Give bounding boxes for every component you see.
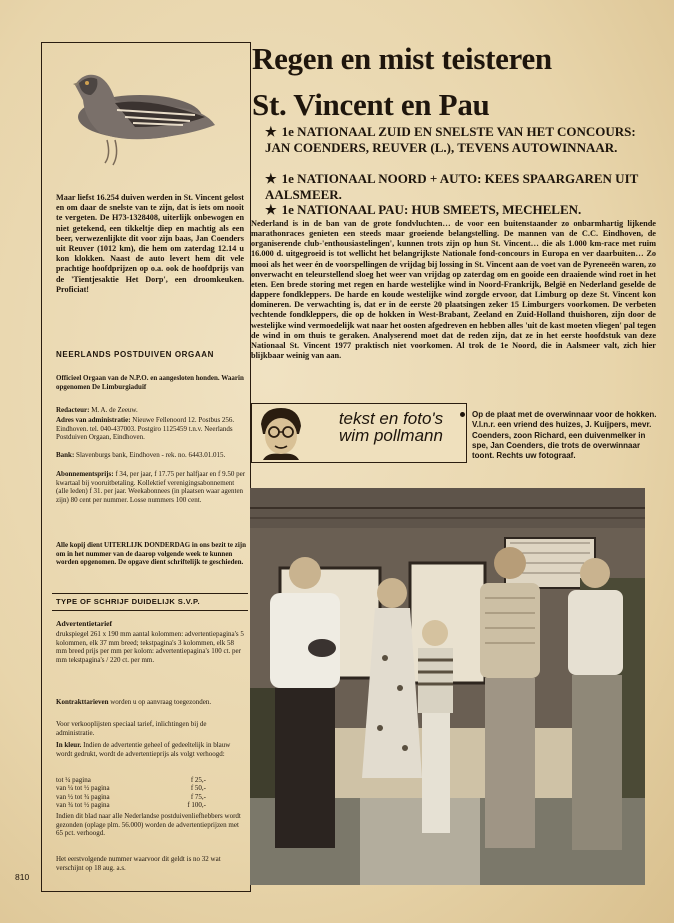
editor-value: M. A. de Zeeuw. [89, 406, 138, 414]
subheading-3: ★ 1e NATIONAAL PAU: HUB SMEETS, MECHELEN. [265, 202, 582, 217]
subscription-value: f 34, per jaar, f 17.75 per halfjaar en f 9.50 per kwartaal bij vooruitbetaling. Kollektief verenigingsabonnement (alle leden) f 31. per jaar. Weekabonnees (in plaatsen waar agenten zijn) 80 cent per nummer. Losse nummers 100 cent. [56, 470, 246, 504]
subscription-text [56, 470, 246, 504]
bank-text [56, 451, 246, 460]
type-notice: TYPE OF SCHRIJF DUIDELIJK S.V.P. [56, 597, 201, 606]
star-icon: ★ [265, 124, 277, 139]
table-row: tot ¼ pagina f 25,- [56, 776, 206, 784]
editor-label: Redacteur: [56, 406, 90, 414]
headline-line-1: Regen en mist teisteren [252, 41, 552, 76]
contract-value: worden u op aanvraag toegezonden. [108, 698, 212, 706]
photographer-portrait [253, 404, 309, 460]
advert-heading: Advertentietarief [56, 619, 113, 628]
headline-line-2: St. Vincent en Pau [252, 87, 490, 122]
page-number: 810 [15, 872, 30, 882]
bullet-icon [460, 412, 465, 417]
divider-top [52, 593, 248, 594]
article-body: Nederland is in de ban van de grote fondvluchten… de voor een buitenstaander zo onbarmhartig lijkende marathonraces genieten een steeds maar groeiende belangstelling. De mannen van de C.C. Eindhoven, de organiserende club-'enthousiastelingen', kunnen trots zijn op hun St. Vincent… die als 1.000 km-race met ruim 16.000 d. uitgegroeid is tot wellicht het belangrijkste Nationale fond-concours in Europa en ver daarbuiten… Zo mooi als het weer én de voorspellingen de vrijdag bij lossing in St. Vincent aan de voet van de Pyreneeën waren, zo onverwacht en teleurstellend sloeg het weer van vrijdag op zaterdag om en gooide een draaiende wind roet in het eten. Een brede storing met regen en harde westelijke wind in Noord-Frankrijk, België en Nederland geselde de dappere fondkleppers. De harde en koude westelijke wind zorgde ervoor, dat Limburg op deze St. Vincent kon domineren. De verwachting is, dat er in de eerste 20 plaatsingen zeker 15 Limburgers voorkomen. De verbeten vechtende fondkleppers, die op de hokken in West-Brabant, Zeeland en Zuid-Holland thuishoren, zijn door de westelijke wind vermoedelijk wat naar het oosten afgedreven en hebben alles 'uit de kast moeten vliegen' pal tegen de wind in om thuis te geraken. Analyserend moet dat de reden zijn, dat ze in het eerste hoofdstuk van deze Nationaal St. Vincent 1977 praktisch niet voorkomen. Al trok de 1e Noord, die in Aalsmeer valt, zich hier blijkbaar weinig van aan. [251, 219, 656, 361]
sales-list-text: Voor verkooplijsten speciaal tarief, inlichtingen bij de administratie. [56, 720, 207, 737]
official-organ-text: Officieel Orgaan van de N.P.O. en aangesloten honden. Waarin opgenomen De Limburgiaduif [56, 374, 244, 391]
bank-value: Slavenburgs bank, Eindhoven - rek. no. 6443.01.015. [74, 451, 226, 459]
family-photo [250, 488, 645, 885]
bank-label: Bank: [56, 451, 75, 459]
color-text [56, 741, 246, 758]
contract-text [56, 698, 246, 707]
divider-bottom [52, 610, 248, 611]
table-row: van ¼ tot ½ pagina f 50,- [56, 784, 206, 793]
address-text [56, 416, 246, 442]
color-surcharge-table [56, 776, 206, 810]
address-value: Nieuwe Fellenoord 12. Postbus 256. Eindhoven. tel. 040-437003. Postgiro 1125459 t.n.v. Neerlands Postduiven Orgaan, Eindhoven. [56, 416, 235, 442]
subheading-2: ★ 1e NATIONAAL NOORD + AUTO: KEES SPAARGAREN UIT AALSMEER. [265, 171, 639, 202]
subheading-1: ★ 1e NATIONAAL ZUID EN SNELSTE VAN HET CONCOURS: JAN COENDERS, REUVER (L.), TEVENS AUTOWINNAAR. [265, 124, 636, 155]
credit-line-2: wim pollmann [339, 426, 443, 445]
address-label: Adres van administratie: [56, 416, 131, 424]
contract-label: Kontrakttarieven [56, 698, 109, 706]
photo-credit [316, 410, 466, 444]
circulation-text: Indien dit blad naar alle Nederlandse postduivenliefhebbers wordt gezonden (oplage plm. 56.000) worden de advertentieprijzen met 65 pct. verhoogd. [56, 812, 241, 838]
star-icon: ★ [265, 202, 277, 217]
intro-paragraph: Maar liefst 16.254 duiven werden in St. Vincent gelost en om daar de snelste van te zijn, dat is iets om nooit te vergeten. De H73-1328408, uiterlijk onbewogen en niet getekend, een tikkeltje diep en machtig als een beer, verwezenlijkte dit voor zijn baas, Jan Coenders uit Reuver (1012 km), die hem om zaterdag 12.14 u kon klokken. Naast de auto levert hem dit vele prachtige hoofdprijzen op o.a. ook de hoofdprijs van de 'Tientjesaktie Het Dorp', een droomkeuken. Proficiat! [56, 193, 244, 294]
advert-text: drukspiegel 261 x 190 mm aantal kolommen: advertentiepagina's 5 kolommen, elk 37 mm breed; tekstpagina's 3 kolommen, elk 58 mm breed prijs per mm per kolom: advertentiepagina's 100 ct. per mm tekstpagina's / 220 ct. per mm. [56, 630, 244, 664]
color-value: Indien de advertentie geheel of gedeeltelijk in blauw wordt gedrukt, wordt de advertentieprijs als volgt verhoogd: [56, 741, 231, 758]
photo-caption: Op de plaat met de overwinnaar voor de hokken. V.l.n.r. een vriend des huizes, J. Kuijpers, mevr. Coenders, zoon Richard, een duivenmelker in spe, Jan Coenders, die trots de overwinnaar toont. Rechts uw fotograaf. [472, 410, 657, 461]
pigeon-illustration [55, 55, 220, 175]
credit-line-1: tekst en foto's [338, 409, 444, 428]
next-issue-text: Het eerstvolgende nummer waarvoor dit geldt is no 32 wat verschijnt op 18 aug. a.s. [56, 855, 221, 872]
table-row: van ½ tot ¾ pagina f 75,- [56, 792, 206, 801]
copy-deadline-text: Alle kopij dient UITERLIJK DONDERDAG in ons bezit te zijn om in het nummer van de daarop volgende week te kunnen worden opgenomen. De opgave dient schriftelijk te geschieden. [56, 541, 246, 567]
headline [252, 36, 652, 128]
color-label: In kleur. [56, 741, 82, 749]
table-row: van ¾ tot ½ pagina f 100,- [56, 801, 206, 810]
star-icon: ★ [265, 171, 277, 186]
masthead-title: NEERLANDS POSTDUIVEN ORGAAN [56, 350, 214, 359]
editor-text [56, 406, 246, 415]
subscription-label: Abonnementsprijs: [56, 470, 114, 478]
